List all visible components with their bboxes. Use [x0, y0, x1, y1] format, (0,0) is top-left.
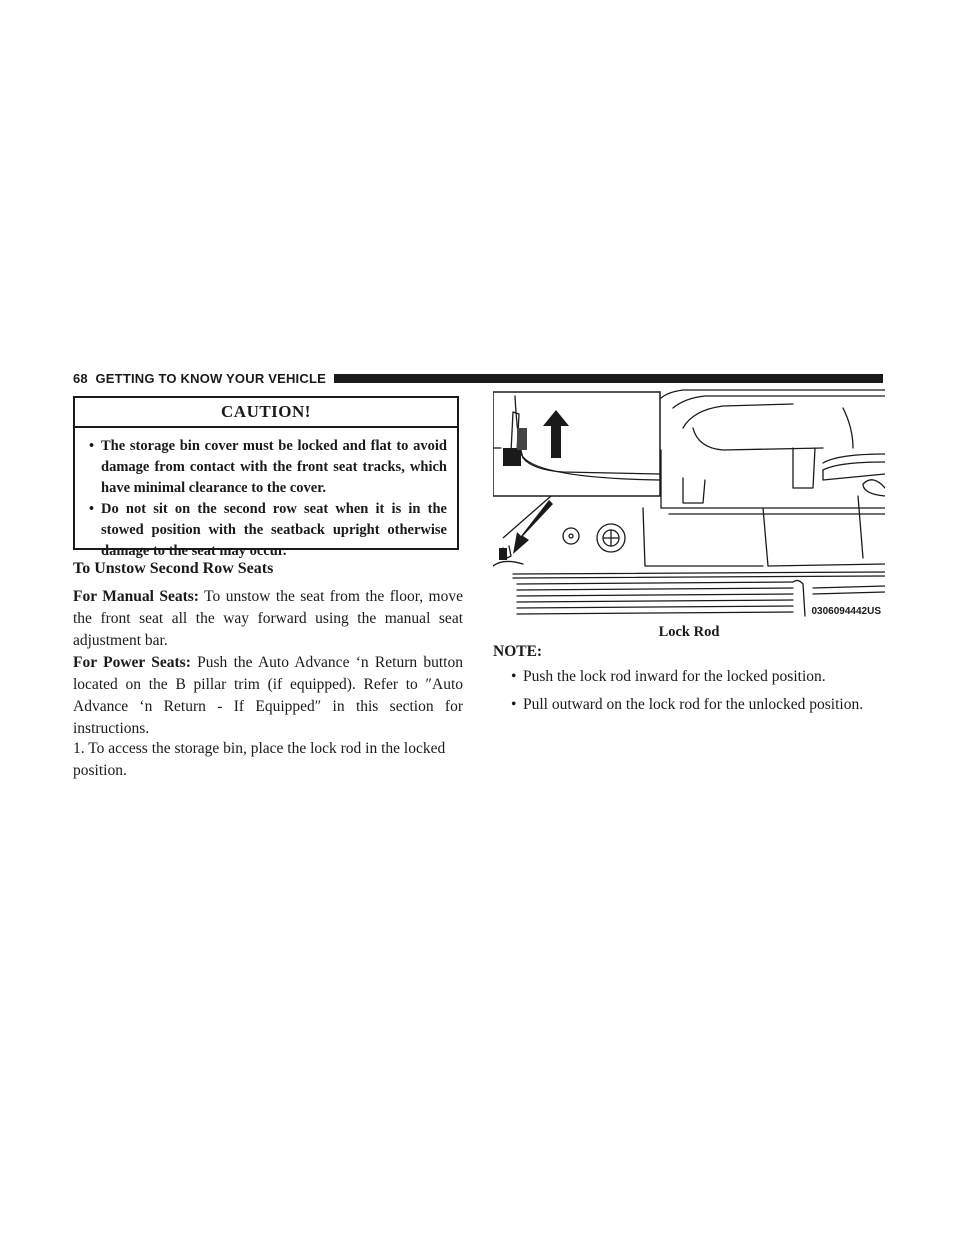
power-seats-paragraph — [73, 652, 463, 740]
note-list — [511, 666, 891, 722]
header-bar — [334, 374, 883, 383]
manual-seats-paragraph — [73, 586, 463, 652]
page-number: 68 — [73, 370, 88, 386]
power-seats-text: Push the Auto Advance ‘n Return button located on the B pillar trim (if equipped). Refer to ″Auto Advance ‘n Return - If Equipped″ in this section for instructions. — [73, 654, 463, 737]
caution-box — [73, 396, 459, 559]
bullet-icon: • — [89, 438, 95, 454]
note-item: • Push the lock rod inward for the locked position. — [511, 666, 891, 688]
header-text — [73, 371, 334, 386]
note-label: NOTE: — [493, 643, 543, 660]
section-name: GETTING TO KNOW YOUR VEHICLE — [95, 370, 326, 386]
bullet-icon: • — [89, 501, 95, 517]
figure-code: 0306094442US — [811, 606, 881, 617]
lock-rod-illustration — [493, 388, 885, 620]
note-item: • Pull outward on the lock rod for the unlocked position. — [511, 694, 891, 716]
section-title: To Unstow Second Row Seats — [73, 560, 274, 577]
caution-item: • Do not sit on the second row seat when it is in the stowed position with the seatback upright otherwise damage to the seat may occur. — [89, 501, 447, 559]
step-text: To access the storage bin, place the lock rod in the locked position. — [73, 740, 446, 779]
step-number: 1. — [73, 740, 85, 757]
lock-rod-figure — [493, 388, 885, 620]
bullet-icon: • — [511, 696, 517, 713]
caution-title: CAUTION! — [75, 398, 457, 428]
caution-list — [75, 428, 457, 562]
bullet-icon: • — [511, 668, 517, 685]
power-seats-label: For Power Seats: — [73, 654, 191, 671]
manual-seats-label: For Manual Seats: — [73, 588, 199, 605]
manual-seats-text: To unstow the seat from the floor, move the front seat all the way forward using the manual seat adjustment bar. — [73, 588, 463, 649]
page-header — [73, 370, 883, 386]
step-1 — [73, 738, 463, 782]
caution-item: • The storage bin cover must be locked and flat to avoid damage from contact with the front seat tracks, which have minimal clearance to the cover. — [89, 438, 447, 496]
figure-caption: Lock Rod — [658, 624, 720, 640]
